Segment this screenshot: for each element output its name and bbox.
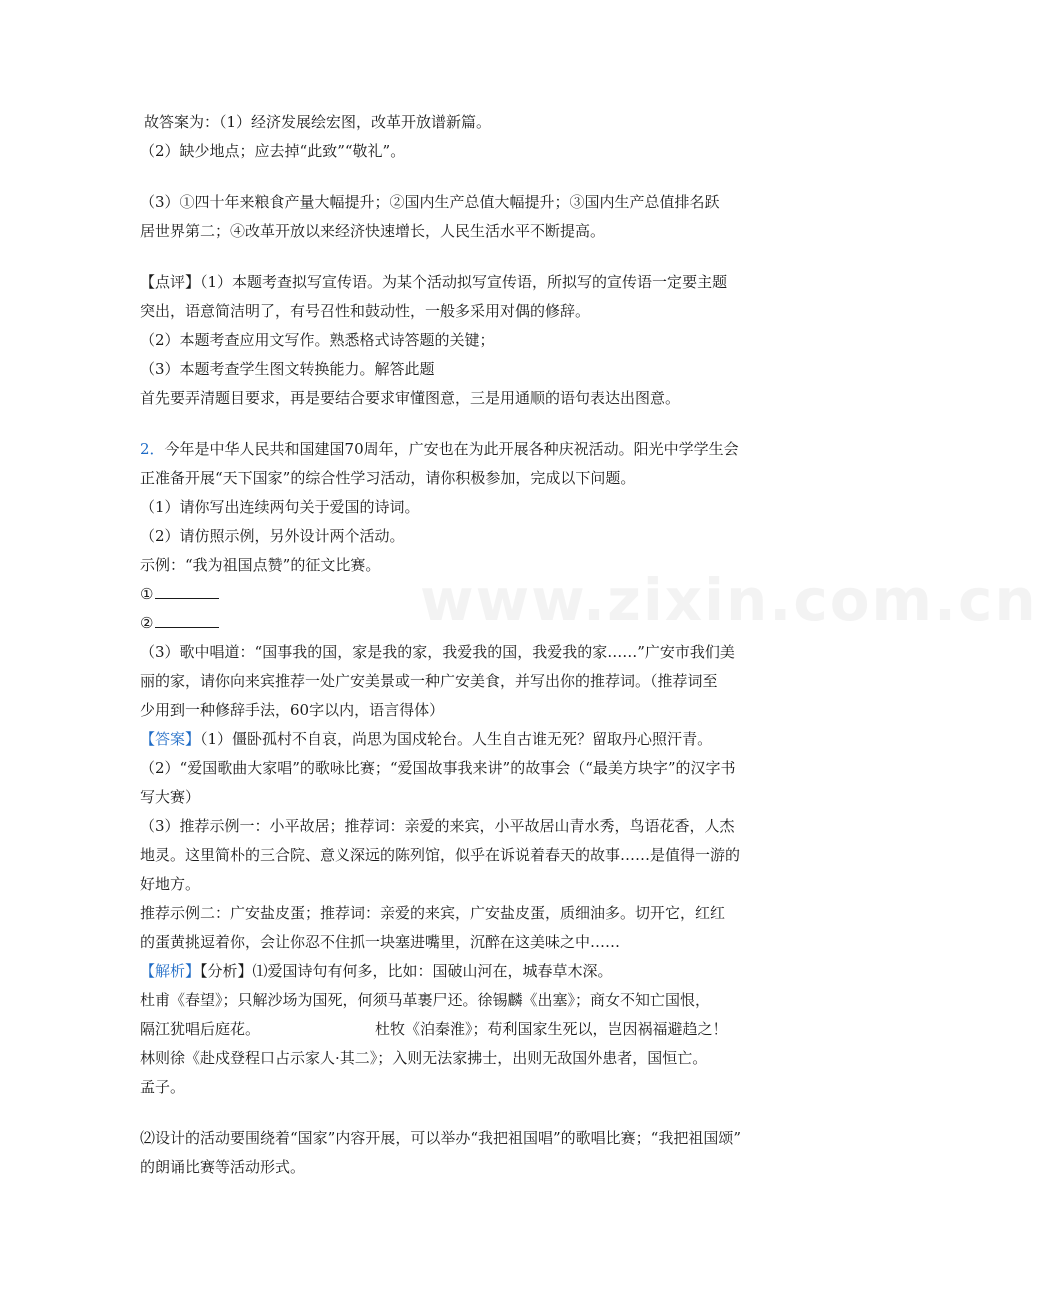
answer1-line-4: 居世界第二；④改革开放以来经济快速增长，人民生活水平不断提高。 <box>140 222 606 240</box>
answer2-line-6: 好地方。 <box>140 875 201 893</box>
comment1-line-3: （2）本题考查应用文写作。熟悉格式诗答题的关键； <box>140 331 495 349</box>
question2-line-3: （1）请你写出连续两句关于爱国的诗词。 <box>140 498 420 516</box>
analysis2-line-5: 孟子。 <box>140 1078 186 1096</box>
answer2-line-1 <box>140 725 790 754</box>
answer2-line-4: （3）推荐示例一：小平故居；推荐词：亲爱的来宾，小平故居山青水秀，鸟语花香，人杰 <box>140 817 735 835</box>
analysis2-text-1: 【分析】⑴爱国诗句有何多，比如：国破山河在，城春草木深。 <box>200 962 613 980</box>
analysis2-line-2: 杜甫《春望》；只解沙场为国死，何须马革裹尸还。徐锡麟《出塞》；商女不知亡国恨， <box>140 991 711 1009</box>
blank-2-line <box>155 613 219 628</box>
analysis2-line-4: 林则徐《赴戍登程口占示家人·其二》；入则无法家拂士，出则无敌国外患者，国恒亡。 <box>140 1049 708 1067</box>
comment1-line-1 <box>140 268 790 297</box>
analysis2-line-6: ⑵设计的活动要围绕着“国家”内容开展，可以举办“我把祖国唱”的歌唱比赛；“我把祖国颂” <box>140 1129 742 1147</box>
answer2-line-7: 推荐示例二：广安盐皮蛋；推荐词：亲爱的来宾，广安盐皮蛋，质细油多。切开它，红红 <box>140 904 726 922</box>
comment1-line-4: （3）本题考查学生图文转换能力。解答此题 <box>140 360 435 378</box>
answer2-tag: 【答案】 <box>140 730 201 748</box>
analysis2-text-3b: 杜牧《泊秦淮》；苟利国家生死以，岂因祸福避趋之！ <box>375 1020 728 1038</box>
analysis2-line-3 <box>140 1015 790 1044</box>
question2-line-1 <box>140 435 790 464</box>
answer1-line-3: （3）①四十年来粮食产量大幅提升；②国内生产总值大幅提升；③国内生产总值排名跃 <box>140 193 720 211</box>
question2-line-6: （3）歌中唱道：“国事我的国，家是我的家，我爱我的国，我爱我的家……”广安市我们美 <box>140 643 735 661</box>
analysis2-text-3a: 隔江犹唱后庭花。 <box>140 1020 261 1038</box>
document-page <box>140 108 790 1182</box>
question2-blank-2 <box>140 609 790 638</box>
comment1-line-2: 突出，语意简洁明了，有号召性和鼓动性，一般多采用对偶的修辞。 <box>140 302 591 320</box>
blank-2-marker: ② <box>140 614 154 632</box>
comment1-tag: 【点评】 <box>140 273 201 291</box>
answer1-line-2: （2）缺少地点；应去掉“此致”“敬礼”。 <box>140 142 406 160</box>
question2-number: 2． <box>140 440 165 458</box>
comment1-text-1: （1）本题考查拟写宣传语。为某个活动拟写宣传语，所拟写的宣传语一定要主题 <box>200 273 728 291</box>
blank-1-marker: ① <box>140 585 154 603</box>
analysis2-line-7: 的朗诵比赛等活动形式。 <box>140 1158 306 1176</box>
answer2-line-3: 写大赛） <box>140 788 201 806</box>
answer2-line-5: 地灵。这里简朴的三合院、意义深远的陈列馆，似乎在诉说着春天的故事……是值得一游的 <box>140 846 741 864</box>
answer2-text-1: （1）僵卧孤村不自哀，尚思为国戍轮台。人生自古谁无死？留取丹心照汗青。 <box>200 730 713 748</box>
comment1-line-5: 首先要弄清题目要求，再是要结合要求审懂图意，三是用通顺的语句表达出图意。 <box>140 389 681 407</box>
blank-1-line <box>155 584 219 599</box>
question2-line-7: 丽的家，请你向来宾推荐一处广安美景或一种广安美食，并写出你的推荐词。（推荐词至 <box>140 672 718 690</box>
answer1-line-1: 故答案为：（1）经济发展绘宏图，改革开放谱新篇。 <box>144 113 492 131</box>
analysis2-line-1 <box>140 957 790 986</box>
question2-line-4: （2）请仿照示例，另外设计两个活动。 <box>140 527 405 545</box>
question2-line-5: 示例：“我为祖国点赞”的征文比赛。 <box>140 556 381 574</box>
question2-blank-1 <box>140 580 790 609</box>
answer2-line-2: （2）“爱国歌曲大家唱”的歌咏比赛；“爱国故事我来讲”的故事会（“最美方块字”的汉字书 <box>140 759 736 777</box>
question2-text-1: 今年是中华人民共和国建国70周年，广安也在为此开展各种庆祝活动。阳光中学学生会 <box>164 440 739 458</box>
answer2-line-8: 的蛋黄挑逗着你，会让你忍不住抓一块塞进嘴里，沉醉在这美味之中…… <box>140 933 621 951</box>
question2-line-2: 正准备开展“天下国家”的综合性学习活动，请你积极参加，完成以下问题。 <box>140 469 636 487</box>
question2-line-8: 少用到一种修辞手法，60字以内，语言得体） <box>140 701 445 719</box>
analysis2-tag: 【解析】 <box>140 962 201 980</box>
watermark: www.zixin.com.cn <box>420 566 1038 634</box>
